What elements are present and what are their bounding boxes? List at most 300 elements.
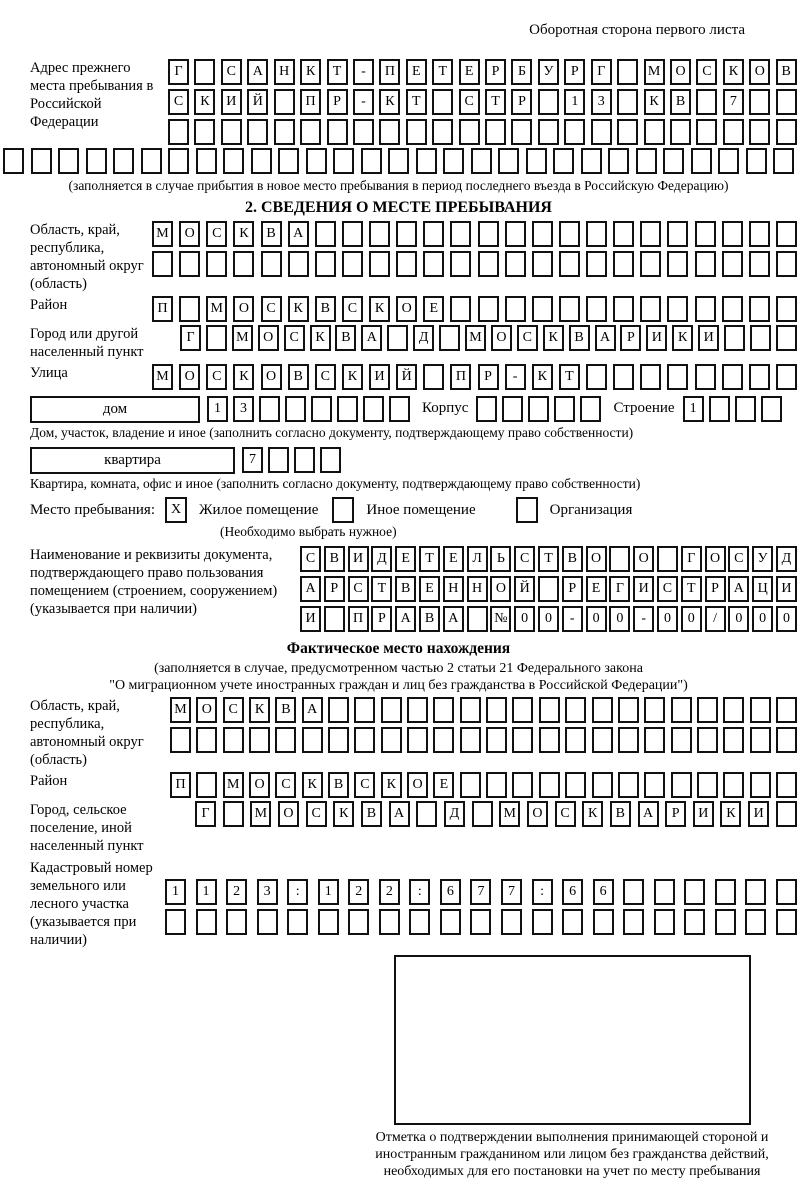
form-cell: 0	[728, 606, 749, 632]
form-cell: 1	[318, 879, 339, 905]
form-cell	[396, 221, 417, 247]
city-field	[30, 325, 797, 361]
form-cell	[294, 447, 315, 473]
form-cell	[196, 909, 217, 935]
form-cell	[695, 251, 716, 277]
form-cell: К	[233, 221, 254, 247]
form-cell	[773, 148, 794, 174]
form-cell	[592, 772, 613, 798]
form-cell	[423, 221, 444, 247]
document-label: Наименование и реквизиты документа, подтверждающего право пользования помещением (строением, сооружением) (указывается при наличии)	[30, 547, 278, 617]
form-cell: К	[300, 59, 321, 85]
form-cell	[257, 909, 278, 935]
form-cell	[478, 221, 499, 247]
form-cell	[460, 697, 481, 723]
form-cell: П	[170, 772, 191, 798]
form-cell: Л	[467, 546, 488, 572]
form-cell	[300, 119, 321, 145]
form-cell	[592, 697, 613, 723]
form-cell	[288, 251, 309, 277]
form-cell: В	[315, 296, 336, 322]
form-cell	[226, 909, 247, 935]
form-cell	[715, 879, 736, 905]
korpus-row	[476, 396, 601, 422]
form-cell	[206, 325, 227, 351]
form-cell	[565, 727, 586, 753]
stay-type-checkbox-other	[332, 497, 354, 523]
form-cell	[640, 221, 661, 247]
form-cell: 0	[538, 606, 559, 632]
form-cell	[640, 251, 661, 277]
stay-type-checkbox-organization	[516, 497, 538, 523]
form-cell	[565, 697, 586, 723]
document-field	[30, 546, 797, 632]
actual-district-row	[170, 772, 797, 798]
form-cell	[722, 296, 743, 322]
stay-type-note: (Необходимо выбрать нужное)	[220, 524, 397, 539]
form-cell	[223, 727, 244, 753]
form-cell	[179, 296, 200, 322]
form-cell: П	[379, 59, 400, 85]
form-cell: Е	[419, 576, 440, 602]
form-cell: №	[490, 606, 511, 632]
form-cell	[553, 148, 574, 174]
form-cell	[750, 697, 771, 723]
form-cell	[432, 119, 453, 145]
form-cell	[723, 727, 744, 753]
form-cell: 1	[196, 879, 217, 905]
form-cell	[749, 296, 770, 322]
form-cell: С	[514, 546, 535, 572]
form-cell: :	[409, 879, 430, 905]
form-cell	[586, 251, 607, 277]
form-cell	[311, 396, 332, 422]
form-cell: 7	[501, 879, 522, 905]
form-cell	[559, 296, 580, 322]
prev-address-label: Адрес прежнего места пребывания в Российской Федерации	[30, 60, 154, 130]
form-cell	[617, 89, 638, 115]
form-cell	[695, 364, 716, 390]
region-label: Область, край, республика, автономный округ (область)	[30, 222, 144, 292]
form-cell: 6	[440, 879, 461, 905]
form-cell	[471, 148, 492, 174]
form-cell	[423, 251, 444, 277]
form-cell: 3	[257, 879, 278, 905]
form-cell: 1	[207, 396, 228, 422]
form-cell: С	[315, 364, 336, 390]
form-cell: С	[300, 546, 321, 572]
street-label: Улица	[30, 365, 68, 381]
form-cell: П	[450, 364, 471, 390]
actual-location-title: Фактическое место нахождения	[286, 640, 511, 657]
form-cell	[750, 325, 771, 351]
confirmation-mark-area	[372, 955, 772, 1180]
form-cell: В	[288, 364, 309, 390]
apartment-field	[30, 447, 797, 474]
document-rows	[300, 546, 797, 632]
form-cell: М	[170, 697, 191, 723]
form-cell: К	[672, 325, 693, 351]
form-cell: Н	[467, 576, 488, 602]
form-cell	[194, 59, 215, 85]
form-cell	[623, 879, 644, 905]
form-cell	[613, 364, 634, 390]
form-cell: С	[284, 325, 305, 351]
form-cell: А	[288, 221, 309, 247]
form-cell: Д	[776, 546, 797, 572]
form-cell	[636, 148, 657, 174]
form-cell	[306, 148, 327, 174]
form-cell: И	[633, 576, 654, 602]
form-cell	[259, 396, 280, 422]
form-cell: С	[206, 221, 227, 247]
form-cell: 7	[723, 89, 744, 115]
form-cell	[315, 221, 336, 247]
form-cell: О	[278, 801, 299, 827]
form-cell: М	[499, 801, 520, 827]
form-cell	[179, 251, 200, 277]
form-cell: С	[168, 89, 189, 115]
form-cell: С	[221, 59, 242, 85]
form-cell	[657, 546, 678, 572]
form-cell: 0	[752, 606, 773, 632]
form-cell: С	[275, 772, 296, 798]
form-cell	[532, 221, 553, 247]
form-cell	[613, 251, 634, 277]
actual-location-subtitle-2: "О миграционном учете иностранных граждан и лиц без гражданства в Российской Федерации")	[109, 678, 688, 693]
form-cell: М	[223, 772, 244, 798]
form-cell	[440, 909, 461, 935]
form-cell: В	[670, 89, 691, 115]
form-cell: И	[698, 325, 719, 351]
form-cell	[406, 119, 427, 145]
form-cell	[526, 148, 547, 174]
form-cell	[381, 727, 402, 753]
form-cell	[501, 909, 522, 935]
form-cell	[86, 148, 107, 174]
form-cell: Р	[564, 59, 585, 85]
form-cell: 1	[683, 396, 704, 422]
page-side-label: Оборотная сторона первого листа	[529, 22, 745, 38]
prev-address-note: (заполняется в случае прибытия в новое место пребывания в период последнего въезда в Российскую Федерацию)	[68, 178, 729, 193]
form-cell	[152, 251, 173, 277]
form-cell	[684, 909, 705, 935]
form-cell	[342, 221, 363, 247]
form-cell: И	[348, 546, 369, 572]
form-cell	[684, 879, 705, 905]
form-cell	[285, 396, 306, 422]
form-cell: Г	[609, 576, 630, 602]
form-cell	[749, 89, 770, 115]
form-cell: О	[670, 59, 691, 85]
prev-address-row-4	[3, 148, 794, 174]
form-cell: -	[505, 364, 526, 390]
form-cell: О	[527, 801, 548, 827]
form-cell	[287, 909, 308, 935]
form-cell	[580, 396, 601, 422]
form-cell: 3	[233, 396, 254, 422]
form-cell: Р	[371, 606, 392, 632]
form-cell	[592, 727, 613, 753]
form-cell: В	[275, 697, 296, 723]
form-cell: С	[696, 59, 717, 85]
form-cell: 0	[681, 606, 702, 632]
form-cell: К	[342, 364, 363, 390]
form-cell	[363, 396, 384, 422]
form-cell: М	[644, 59, 665, 85]
prev-address-row-1	[168, 59, 797, 85]
form-cell: К	[543, 325, 564, 351]
form-cell	[432, 89, 453, 115]
form-cell: Т	[559, 364, 580, 390]
apartment-box-label: квартира	[30, 447, 235, 474]
actual-region-label: Область, край, республика, автономный округ (область)	[30, 698, 144, 768]
form-cell: И	[369, 364, 390, 390]
form-cell	[696, 89, 717, 115]
form-cell	[776, 879, 797, 905]
actual-region-field	[30, 697, 797, 769]
form-cell: О	[490, 576, 511, 602]
form-cell	[460, 727, 481, 753]
form-cell	[559, 221, 580, 247]
form-cell	[586, 221, 607, 247]
form-cell	[439, 325, 460, 351]
form-cell: К	[333, 801, 354, 827]
form-cell: С	[354, 772, 375, 798]
form-cell	[505, 296, 526, 322]
form-cell: К	[310, 325, 331, 351]
form-cell	[348, 909, 369, 935]
city-row	[180, 325, 797, 351]
apartment-number-row	[242, 447, 341, 473]
form-cell	[562, 909, 583, 935]
form-cell: А	[638, 801, 659, 827]
form-cell	[353, 119, 374, 145]
form-cell: М	[206, 296, 227, 322]
form-cell: Е	[423, 296, 444, 322]
form-cell	[233, 251, 254, 277]
form-cell: Й	[396, 364, 417, 390]
form-cell	[381, 697, 402, 723]
form-cell	[388, 148, 409, 174]
form-cell: О	[179, 221, 200, 247]
form-cell: С	[657, 576, 678, 602]
form-cell	[776, 364, 797, 390]
form-cell	[502, 396, 523, 422]
form-cell	[670, 119, 691, 145]
confirmation-mark-note: Отметка о подтверждении выполнения принимающей стороной и иностранным гражданином или лицом без гражданства действий, необходимых для его постановки на учет по месту пребывания	[375, 1130, 769, 1179]
form-cell: Т	[538, 546, 559, 572]
form-cell	[709, 396, 730, 422]
region-field	[30, 221, 797, 293]
form-cell	[697, 727, 718, 753]
form-cell: О	[491, 325, 512, 351]
form-cell: -	[353, 59, 374, 85]
document-row-2	[300, 576, 797, 602]
form-cell: К	[381, 772, 402, 798]
form-cell	[749, 119, 770, 145]
house-note: Дом, участок, владение и иное (заполнить согласно документу, подтверждающему право собственности)	[30, 425, 634, 440]
district-row	[152, 296, 797, 322]
form-cell: В	[610, 801, 631, 827]
form-cell: А	[361, 325, 382, 351]
form-cell: В	[361, 801, 382, 827]
form-cell	[342, 251, 363, 277]
form-cell	[776, 296, 797, 322]
form-cell: Г	[195, 801, 216, 827]
form-cell	[723, 697, 744, 723]
form-cell: И	[776, 576, 797, 602]
form-cell	[196, 727, 217, 753]
form-cell	[671, 772, 692, 798]
form-cell: О	[749, 59, 770, 85]
form-cell	[749, 221, 770, 247]
actual-region-row-1	[170, 697, 797, 723]
form-cell: К	[288, 296, 309, 322]
form-cell: :	[532, 879, 553, 905]
stay-type-label: Место пребывания:	[30, 501, 155, 518]
form-cell	[776, 119, 797, 145]
form-cell	[538, 119, 559, 145]
form-cell: 6	[562, 879, 583, 905]
form-cell: Т	[371, 576, 392, 602]
prev-address-row-3	[168, 119, 797, 145]
form-cell	[539, 772, 560, 798]
form-cell	[538, 89, 559, 115]
form-cell	[671, 727, 692, 753]
form-cell	[113, 148, 134, 174]
form-cell	[460, 772, 481, 798]
form-cell: М	[465, 325, 486, 351]
form-cell	[776, 697, 797, 723]
form-cell: Д	[444, 801, 465, 827]
form-cell	[396, 251, 417, 277]
form-cell	[505, 221, 526, 247]
form-cell: Р	[327, 89, 348, 115]
form-cell	[168, 148, 189, 174]
form-cell	[318, 909, 339, 935]
form-cell	[369, 221, 390, 247]
form-cell	[467, 606, 488, 632]
form-cell	[618, 727, 639, 753]
form-cell: К	[532, 364, 553, 390]
form-cell: Е	[395, 546, 416, 572]
form-cell: А	[247, 59, 268, 85]
form-cell: Р	[620, 325, 641, 351]
form-cell: М	[152, 221, 173, 247]
form-cell	[315, 251, 336, 277]
form-cell	[274, 119, 295, 145]
form-cell	[478, 251, 499, 277]
form-cell	[723, 772, 744, 798]
form-cell	[695, 221, 716, 247]
form-cell: С	[342, 296, 363, 322]
form-cell: К	[369, 296, 390, 322]
form-cell	[476, 396, 497, 422]
form-cell	[532, 296, 553, 322]
confirmation-mark-box	[394, 955, 751, 1125]
form-cell	[302, 727, 323, 753]
stay-type-checkbox-residential: X	[165, 497, 187, 523]
form-cell	[389, 396, 410, 422]
form-cell: 7	[242, 447, 263, 473]
form-cell	[564, 119, 585, 145]
form-cell	[776, 801, 797, 827]
form-cell: 0	[657, 606, 678, 632]
form-cell: О	[261, 364, 282, 390]
form-cell: К	[249, 697, 270, 723]
form-cell	[654, 879, 675, 905]
stroenie-row	[683, 396, 782, 422]
form-cell: Г	[591, 59, 612, 85]
form-cell	[623, 909, 644, 935]
form-cell: 0	[776, 606, 797, 632]
form-cell: С	[555, 801, 576, 827]
form-cell	[776, 727, 797, 753]
form-cell: Д	[371, 546, 392, 572]
form-cell	[776, 909, 797, 935]
form-cell	[170, 727, 191, 753]
form-cell	[640, 296, 661, 322]
form-cell	[251, 148, 272, 174]
form-cell: Б	[511, 59, 532, 85]
form-cell: А	[302, 697, 323, 723]
form-cell	[268, 447, 289, 473]
form-cell: Р	[485, 59, 506, 85]
form-cell: 0	[514, 606, 535, 632]
form-cell: С	[348, 576, 369, 602]
form-cell: Р	[511, 89, 532, 115]
form-cell	[223, 801, 244, 827]
form-cell: В	[324, 546, 345, 572]
form-cell: О	[179, 364, 200, 390]
form-cell	[328, 697, 349, 723]
form-cell	[433, 697, 454, 723]
actual-district-field	[30, 772, 797, 798]
form-cell	[379, 909, 400, 935]
form-cell: Р	[665, 801, 686, 827]
form-cell: И	[300, 606, 321, 632]
form-cell	[644, 727, 665, 753]
cadastral-label: Кадастровый номер земельного или лесного участка (указывается при наличии)	[30, 860, 153, 948]
form-cell	[697, 697, 718, 723]
form-cell: Р	[478, 364, 499, 390]
prev-address-rows	[168, 59, 797, 145]
form-cell	[416, 148, 437, 174]
form-cell	[423, 364, 444, 390]
form-cell	[749, 364, 770, 390]
form-cell	[776, 221, 797, 247]
form-cell: Р	[705, 576, 726, 602]
form-cell	[249, 727, 270, 753]
form-cell	[486, 697, 507, 723]
form-cell	[407, 727, 428, 753]
form-cell	[691, 148, 712, 174]
form-cell: Ц	[752, 576, 773, 602]
form-cell	[617, 59, 638, 85]
stroenie-label: Строение	[613, 400, 675, 416]
form-cell	[539, 697, 560, 723]
form-cell	[591, 119, 612, 145]
form-cell	[194, 119, 215, 145]
form-cell	[498, 148, 519, 174]
form-cell	[58, 148, 79, 174]
house-number-row	[207, 396, 410, 422]
form-cell	[644, 697, 665, 723]
form-cell: 0	[609, 606, 630, 632]
form-cell: А	[395, 606, 416, 632]
form-cell	[486, 772, 507, 798]
